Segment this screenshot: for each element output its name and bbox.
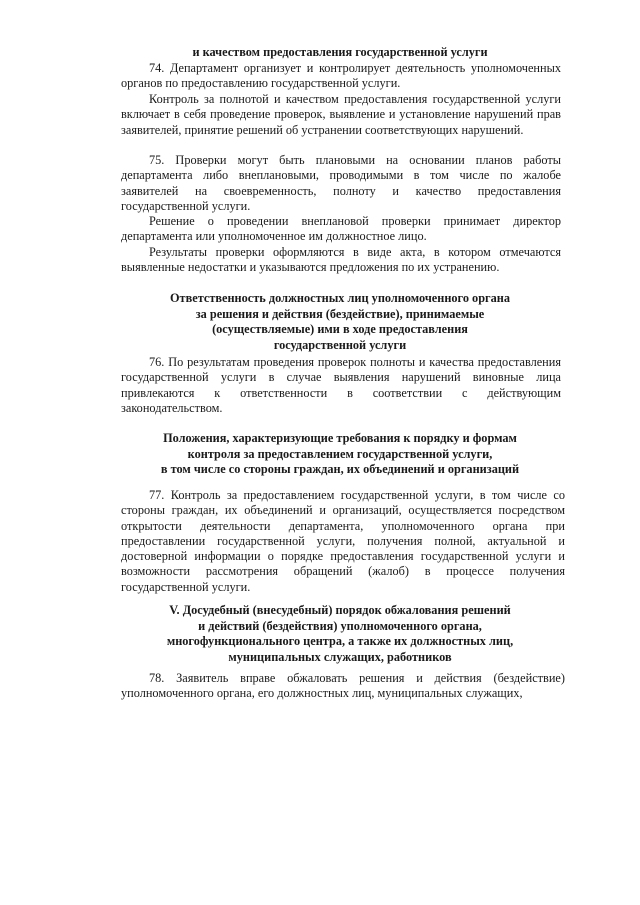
- heading-line: и качеством предоставления государственной услуги: [192, 45, 488, 59]
- heading-line: Ответственность должностных лиц уполномоченного органа: [169, 291, 511, 305]
- heading-line: контроля за предоставлением государственной услуги,: [187, 446, 493, 461]
- paragraph-75-decision: Решение о проведении внеплановой проверки принимает директор департамента или уполномоченное им должностное лицо.: [121, 214, 561, 244]
- section-heading-responsibility: [120, 291, 560, 353]
- paragraph-74: 74. Департамент организует и контролирует деятельность уполномоченных органов по предоставлению государственной услуги.: [121, 61, 561, 91]
- heading-line: и действий (бездействия) уполномоченного органа,: [198, 618, 482, 633]
- heading-line: (осуществляемые) ими в ходе предоставления: [212, 322, 468, 337]
- heading-line: государственной услуги: [273, 337, 407, 352]
- heading-line: Положения, характеризующие требования к порядку и формам: [163, 431, 517, 445]
- paragraph-75: 75. Проверки могут быть плановыми на основании планов работы департамента либо внеплановыми, проводимыми в том числе по жалобе заявителей на своевременность, полноту и качество предоставления государственной услуги.: [121, 153, 561, 213]
- paragraph-77: 77. Контроль за предоставлением государственной услуги, в том числе со стороны граждан, их объединений и организаций, осуществляется посредством открытости деятельности департамента, уполномоченного органа при предоставлении государственной услуги, получения полной, актуальной и достоверной информации о порядке предоставления государственной услуги и возможности рассмотрения обращений (жалоб) в процессе получения государственной услуги.: [121, 488, 565, 594]
- paragraph-78: 78. Заявитель вправе обжаловать решения и действия (бездействие) уполномоченного органа, его должностных лиц, муниципальных служащих,: [121, 671, 565, 701]
- section-heading-quality-control: [120, 45, 560, 61]
- heading-line: многофункционального центра, а также их должностных лиц,: [166, 634, 514, 649]
- paragraph-74-control: Контроль за полнотой и качеством предоставления государственной услуги включает в себя проведение проверок, выявление и установление нарушений прав заявителей, принятие решений об устранении соответствующих нарушений.: [121, 92, 561, 137]
- heading-line: муниципальных служащих, работников: [228, 649, 452, 664]
- paragraph-75-results: Результаты проверки оформляются в виде акта, в котором отмечаются выявленные недостатки и указываются предложения по их устранению.: [121, 245, 561, 275]
- section-heading-provisions: [120, 431, 560, 478]
- section-heading-section-5: [120, 603, 560, 665]
- heading-line: за решения и действия (бездействие), принимаемые: [195, 306, 485, 321]
- paragraph-76: 76. По результатам проведения проверок полноты и качества предоставления государственной услуги в случае выявления нарушений виновные лица привлекаются к ответственности в соответствии с действующим законодательством.: [121, 355, 561, 415]
- heading-line: V. Досудебный (внесудебный) порядок обжалования решений: [169, 603, 511, 617]
- heading-line: в том числе со стороны граждан, их объединений и организаций: [160, 462, 520, 477]
